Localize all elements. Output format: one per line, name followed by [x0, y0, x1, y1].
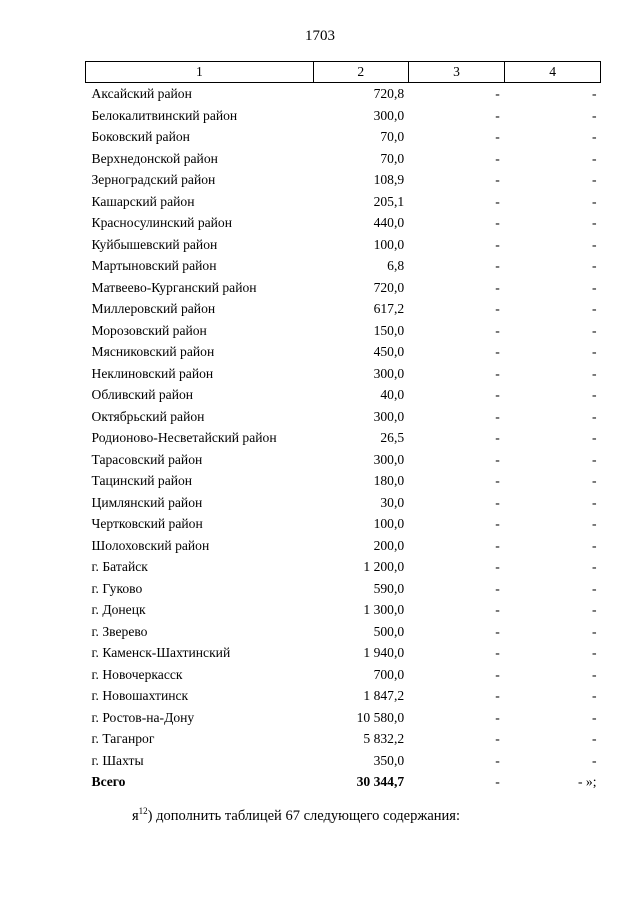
- value-col2-cell: 1 847,2: [363, 688, 405, 704]
- value-col4-cell: -: [591, 129, 597, 145]
- district-name-cell: Белокалитвинский район: [91, 107, 238, 123]
- district-name-cell: Октябрьский район: [91, 408, 205, 424]
- value-col4-cell: -: [591, 279, 597, 295]
- value-col2-cell: 617,2: [373, 301, 405, 317]
- district-name-cell: Кашарский район: [91, 193, 195, 209]
- district-name-cell: Неклиновский район: [91, 365, 214, 381]
- value-col4-cell: -: [591, 537, 597, 553]
- value-col4-cell: -: [591, 193, 597, 209]
- total-row: [86, 771, 601, 793]
- table-row: [86, 169, 601, 191]
- value-col4-cell: -: [591, 150, 597, 166]
- value-col2-cell: 500,0: [373, 623, 405, 639]
- value-col2-cell: 200,0: [373, 537, 405, 553]
- value-col2-cell: 1 940,0: [363, 645, 405, 661]
- value-col3-cell: -: [495, 365, 500, 381]
- district-name-cell: Миллеровский район: [91, 301, 216, 317]
- district-name-cell: Шолоховский район: [91, 537, 210, 553]
- district-name-cell: Верхнедонской район: [91, 150, 218, 166]
- value-col3-cell: -: [495, 279, 500, 295]
- value-col4-cell: -: [591, 365, 597, 381]
- value-col2-cell: 70,0: [380, 129, 405, 145]
- table-row: [86, 427, 601, 449]
- value-col4-cell: -: [591, 666, 597, 682]
- value-col4-cell: -: [591, 752, 597, 768]
- value-col3-cell: -: [495, 494, 500, 510]
- value-col2-cell: 30,0: [380, 494, 405, 510]
- district-name-cell: г. Донецк: [91, 602, 146, 618]
- value-col2-cell: 1 200,0: [363, 559, 405, 575]
- value-col2-cell: 10 580,0: [356, 709, 405, 725]
- value-col3-cell: -: [495, 473, 500, 489]
- table-row: [86, 83, 601, 105]
- value-col3-cell: -: [495, 537, 500, 553]
- district-name-cell: Матвеево-Курганский район: [91, 279, 257, 295]
- value-col4-cell: -: [591, 387, 597, 403]
- table-row: [86, 578, 601, 600]
- value-col4-cell: -: [591, 107, 597, 123]
- district-name-cell: Чертковский район: [91, 516, 203, 532]
- value-col4-cell: -: [591, 301, 597, 317]
- value-col3-cell: -: [495, 215, 500, 231]
- value-col3-cell: -: [495, 516, 500, 532]
- district-name-cell: Тарасовский район: [91, 451, 203, 467]
- table-header-row: [86, 62, 601, 83]
- table-row: [86, 191, 601, 213]
- value-col2-cell: 180,0: [373, 473, 405, 489]
- value-col2-cell: 450,0: [373, 344, 405, 360]
- district-name-cell: Мартыновский район: [91, 258, 217, 274]
- value-col2-cell: 590,0: [373, 580, 405, 596]
- value-col4-cell: -: [591, 580, 597, 596]
- value-col2-cell: 300,0: [373, 451, 405, 467]
- district-name-cell: г. Новочеркасск: [91, 666, 183, 682]
- column-header-3: 3: [408, 62, 505, 83]
- value-col3-cell: -: [495, 602, 500, 618]
- trailer-superscript: 12: [138, 806, 148, 816]
- value-col4-cell: -: [591, 709, 597, 725]
- value-col2-cell: 30 344,7: [356, 774, 405, 790]
- table-row: [86, 621, 601, 643]
- table-row: [86, 750, 601, 772]
- value-col4-cell: -: [591, 623, 597, 639]
- value-col4-cell: -: [591, 322, 597, 338]
- value-col4-cell: -: [591, 688, 597, 704]
- value-col4-cell: -: [591, 408, 597, 424]
- value-col4-cell: -: [591, 516, 597, 532]
- value-col4-cell: -: [591, 86, 597, 102]
- trailer-text: ) дополнить таблицей 67 следующего содержания:: [147, 808, 461, 824]
- column-header-2: 2: [313, 62, 408, 83]
- table-row: [86, 298, 601, 320]
- value-col4-cell: -: [591, 473, 597, 489]
- value-col3-cell: -: [495, 86, 500, 102]
- value-col3-cell: -: [495, 774, 500, 790]
- data-table: [85, 61, 601, 793]
- table-row: [86, 470, 601, 492]
- value-col4-cell: -: [591, 731, 597, 747]
- table-row: [86, 535, 601, 557]
- value-col3-cell: -: [495, 645, 500, 661]
- table-row: [86, 642, 601, 664]
- district-name-cell: г. Новошахтинск: [91, 688, 189, 704]
- table-row: [86, 212, 601, 234]
- table-row: [86, 664, 601, 686]
- value-col2-cell: 720,0: [373, 279, 405, 295]
- table-row: [86, 126, 601, 148]
- table-row: [86, 255, 601, 277]
- table-row: [86, 599, 601, 621]
- district-name-cell: Куйбышевский район: [91, 236, 218, 252]
- district-name-cell: Аксайский район: [91, 86, 192, 102]
- table-row: [86, 384, 601, 406]
- value-col2-cell: 720,8: [373, 86, 405, 102]
- value-col3-cell: -: [495, 430, 500, 446]
- value-col3-cell: -: [495, 107, 500, 123]
- district-name-cell: Родионово-Несветайский район: [91, 430, 277, 446]
- district-name-cell: Зерноградский район: [91, 172, 216, 188]
- value-col2-cell: 1 300,0: [363, 602, 405, 618]
- trailer-prefix: я: [132, 808, 139, 824]
- value-col3-cell: -: [495, 752, 500, 768]
- value-col2-cell: 205,1: [373, 193, 405, 209]
- table-row: [86, 277, 601, 299]
- value-col2-cell: 300,0: [373, 365, 405, 381]
- table-row: [86, 449, 601, 471]
- value-col2-cell: 6,8: [387, 258, 405, 274]
- value-col2-cell: 350,0: [373, 752, 405, 768]
- district-name-cell: Всего: [91, 774, 126, 790]
- value-col2-cell: 70,0: [380, 150, 405, 166]
- value-col3-cell: -: [495, 150, 500, 166]
- table-row: [86, 492, 601, 514]
- value-col2-cell: 100,0: [373, 236, 405, 252]
- value-col3-cell: -: [495, 193, 500, 209]
- value-col3-cell: -: [495, 709, 500, 725]
- value-col4-cell: -: [591, 344, 597, 360]
- trailer-paragraph: [132, 806, 460, 825]
- value-col2-cell: 300,0: [373, 107, 405, 123]
- district-name-cell: г. Таганрог: [91, 731, 155, 747]
- value-col2-cell: 5 832,2: [363, 731, 405, 747]
- value-col3-cell: -: [495, 688, 500, 704]
- table-row: [86, 728, 601, 750]
- district-name-cell: Красносулинский район: [91, 215, 232, 231]
- value-col4-cell: -: [591, 602, 597, 618]
- value-col2-cell: 108,9: [373, 172, 405, 188]
- value-col2-cell: 300,0: [373, 408, 405, 424]
- value-col3-cell: -: [495, 129, 500, 145]
- value-col3-cell: -: [495, 408, 500, 424]
- district-name-cell: г. Каменск-Шахтинский: [91, 645, 231, 661]
- value-col3-cell: -: [495, 623, 500, 639]
- value-col4-cell: - »;: [578, 774, 597, 790]
- district-name-cell: Обливский район: [91, 387, 194, 403]
- value-col4-cell: -: [591, 559, 597, 575]
- value-col3-cell: -: [495, 322, 500, 338]
- table-row: [86, 105, 601, 127]
- value-col3-cell: -: [495, 387, 500, 403]
- value-col3-cell: -: [495, 666, 500, 682]
- page-number: 1703: [305, 28, 335, 44]
- value-col3-cell: -: [495, 236, 500, 252]
- value-col3-cell: -: [495, 301, 500, 317]
- value-col3-cell: -: [495, 344, 500, 360]
- value-col2-cell: 700,0: [373, 666, 405, 682]
- district-name-cell: г. Батайск: [91, 559, 148, 575]
- value-col2-cell: 40,0: [380, 387, 405, 403]
- district-name-cell: Цимлянский район: [91, 494, 203, 510]
- value-col4-cell: -: [591, 451, 597, 467]
- value-col3-cell: -: [495, 731, 500, 747]
- value-col2-cell: 440,0: [373, 215, 405, 231]
- district-name-cell: г. Шахты: [91, 752, 144, 768]
- value-col2-cell: 150,0: [373, 322, 405, 338]
- table-row: [86, 234, 601, 256]
- district-name-cell: г. Гуково: [91, 580, 143, 596]
- value-col2-cell: 26,5: [380, 430, 405, 446]
- value-col3-cell: -: [495, 172, 500, 188]
- table-row: [86, 707, 601, 729]
- table-row: [86, 148, 601, 170]
- value-col3-cell: -: [495, 559, 500, 575]
- table-row: [86, 513, 601, 535]
- value-col4-cell: -: [591, 236, 597, 252]
- table-row: [86, 341, 601, 363]
- district-name-cell: г. Ростов-на-Дону: [91, 709, 195, 725]
- district-name-cell: Тацинский район: [91, 473, 193, 489]
- table-row: [86, 320, 601, 342]
- district-name-cell: Боковский район: [91, 129, 190, 145]
- table-row: [86, 556, 601, 578]
- value-col3-cell: -: [495, 580, 500, 596]
- value-col4-cell: -: [591, 258, 597, 274]
- column-header-4: 4: [505, 62, 601, 83]
- district-name-cell: Мясниковский район: [91, 344, 215, 360]
- table-row: [86, 406, 601, 428]
- table-body: [86, 83, 601, 793]
- table-row: [86, 685, 601, 707]
- value-col4-cell: -: [591, 494, 597, 510]
- value-col4-cell: -: [591, 645, 597, 661]
- column-header-1: 1: [86, 62, 314, 83]
- value-col3-cell: -: [495, 258, 500, 274]
- value-col4-cell: -: [591, 430, 597, 446]
- district-name-cell: г. Зверево: [91, 623, 148, 639]
- district-name-cell: Морозовский район: [91, 322, 207, 338]
- value-col3-cell: -: [495, 451, 500, 467]
- value-col4-cell: -: [591, 215, 597, 231]
- table-row: [86, 363, 601, 385]
- value-col4-cell: -: [591, 172, 597, 188]
- value-col2-cell: 100,0: [373, 516, 405, 532]
